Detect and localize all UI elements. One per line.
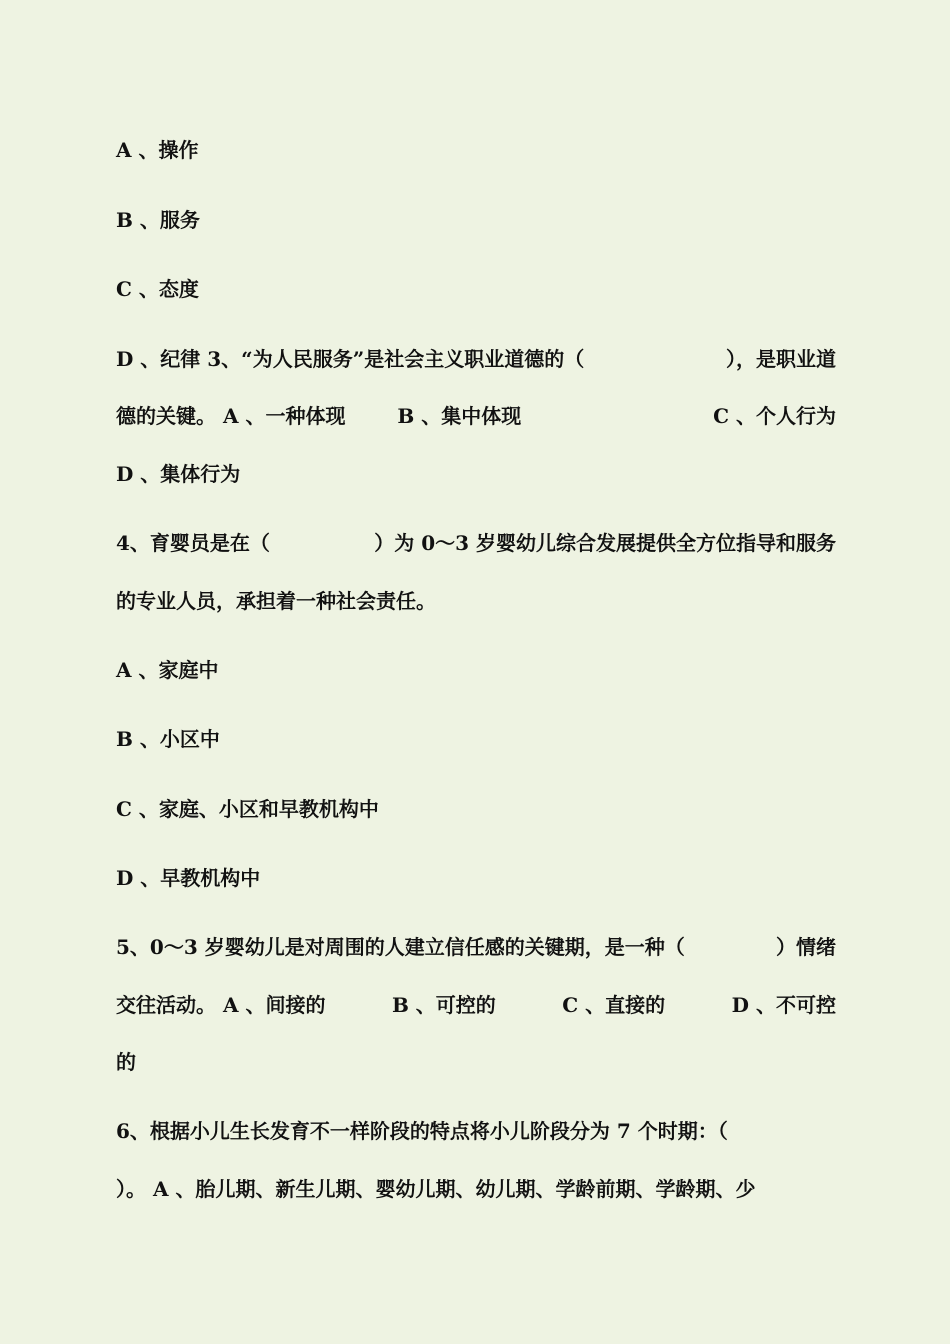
question-4-option-a: A 、家庭中 xyxy=(116,658,219,682)
question-3-line-1 xyxy=(116,347,836,371)
question-5-line-3: 的 xyxy=(116,1050,136,1074)
question-4-text-end: ）为 0～3 岁婴幼儿综合发展提供全方位指导和服务 xyxy=(374,531,836,555)
question-4-line-1 xyxy=(116,531,836,555)
question-5-option-a: 交往活动。 A 、间接的 xyxy=(116,993,326,1017)
question-3-option-d: D 、集体行为 xyxy=(116,462,241,486)
question-5-option-b: B 、可控的 xyxy=(391,993,496,1017)
question-4-text-start: 4、育婴员是在（ xyxy=(116,531,270,555)
question-5-option-d: D 、不可控 xyxy=(731,993,836,1017)
question-4-option-d: D 、早教机构中 xyxy=(116,866,261,890)
question-4-option-c: C 、家庭、小区和早教机构中 xyxy=(116,797,379,821)
question-3-line-2 xyxy=(116,404,836,428)
option-a-operation: A 、操作 xyxy=(116,138,199,162)
question-6-line-1: 6、根据小儿生长发育不一样阶段的特点将小儿阶段分为 7 个时期：（ xyxy=(116,1119,728,1143)
question-5-line-2 xyxy=(116,993,836,1017)
question-5-line-1 xyxy=(116,935,836,959)
question-3-option-a: 德的关键。 A 、一种体现 xyxy=(116,404,346,428)
question-4-line-2: 的专业人员，承担着一种社会责任。 xyxy=(116,589,436,613)
question-5-option-c: C 、直接的 xyxy=(562,993,666,1017)
question-3-text-end: ），是职业道 xyxy=(726,347,836,371)
question-5-text-end: ）情绪 xyxy=(776,935,836,959)
question-5-text-start: 5、0～3 岁婴幼儿是对周围的人建立信任感的关键期，是一种（ xyxy=(116,935,685,959)
question-3-option-c: C 、个人行为 xyxy=(713,404,836,428)
question-3-option-b: B 、集中体现 xyxy=(397,404,522,428)
question-6-line-2: ）。 A 、胎儿期、新生儿期、婴幼儿期、幼儿期、学龄前期、学龄期、少 xyxy=(116,1177,756,1201)
option-c-attitude: C 、态度 xyxy=(116,277,199,301)
question-3-text-start: D 、纪律 3、“为人民服务”是社会主义职业道德的（ xyxy=(116,347,585,371)
option-b-service: B 、服务 xyxy=(116,208,200,232)
question-4-option-b: B 、小区中 xyxy=(116,727,220,751)
